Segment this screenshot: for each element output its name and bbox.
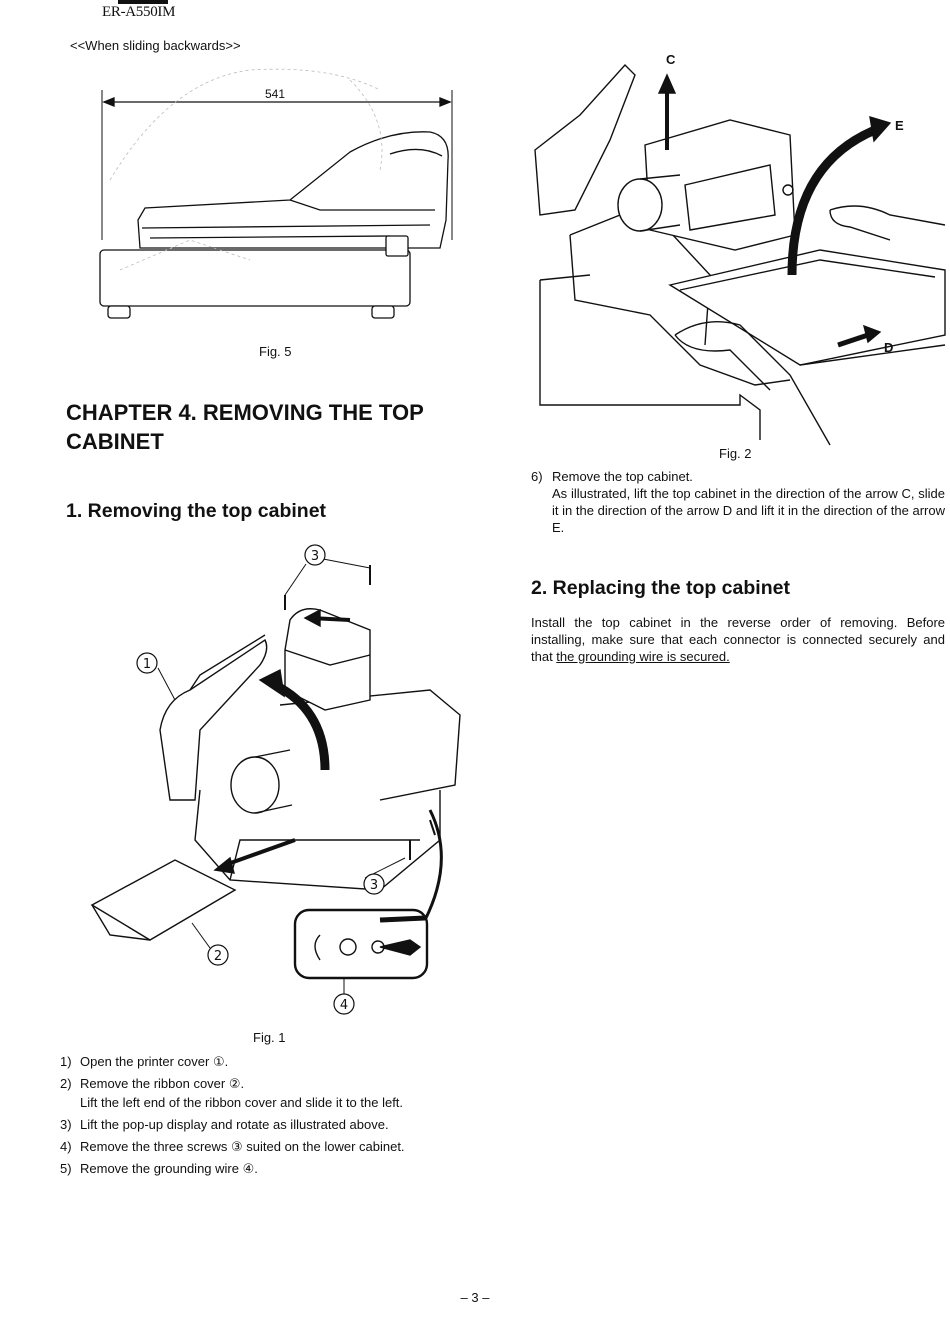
list-item — [60, 1052, 500, 1071]
step-text: Open the printer cover ①. — [80, 1054, 229, 1069]
fig5-caption: Fig. 5 — [259, 344, 292, 359]
step-text: Lift the pop-up display and rotate as illustrated above. — [80, 1117, 389, 1132]
step-number: 6) — [531, 469, 543, 484]
list-item — [60, 1137, 500, 1156]
step-text: Remove the grounding wire ④. — [80, 1161, 258, 1176]
fig1-callout-3-top: 3 — [310, 549, 320, 564]
fig5-dimension: 541 — [265, 87, 286, 101]
list-item — [60, 1115, 500, 1134]
step-number: 4) — [60, 1139, 72, 1154]
fig1-callout-1: 1 — [142, 657, 152, 672]
fig5-label: <<When sliding backwards>> — [70, 38, 241, 53]
section2-body — [531, 614, 945, 665]
list-item — [60, 1159, 500, 1178]
fig2-caption: Fig. 2 — [719, 446, 752, 461]
step-detail: Lift the left end of the ribbon cover and slide it to the left. — [80, 1095, 404, 1110]
fig1-callout-4: 4 — [339, 998, 349, 1013]
section2-text: Install the top cabinet in the reverse order of removing. Before installing, make sure that each connector is connected securely and that — [531, 615, 945, 664]
step-text: Remove the top cabinet. — [552, 469, 693, 484]
fig1-callout-3-bottom: 3 — [369, 878, 379, 893]
list-item — [60, 1074, 500, 1112]
step-6 — [531, 468, 945, 536]
step-number: 1) — [60, 1054, 72, 1069]
step-text: Remove the three screws ③ suited on the lower cabinet. — [80, 1139, 405, 1154]
step-number: 5) — [60, 1161, 72, 1176]
model-number: ER-A550IM — [102, 4, 176, 20]
fig2-arrow-d: D — [884, 340, 894, 355]
fig1-caption: Fig. 1 — [253, 1030, 286, 1045]
step-detail: As illustrated, lift the top cabinet in the direction of the arrow C, slide it in the direction of the arrow D and lift it in the direction of the arrow E. — [552, 486, 945, 535]
removal-steps — [60, 1052, 500, 1181]
page-number: – 3 – — [460, 1290, 490, 1305]
step-text: Remove the ribbon cover ②. — [80, 1076, 245, 1091]
fig2-arrow-c: C — [666, 52, 676, 67]
section2-text-underlined: the grounding wire is secured. — [556, 649, 730, 664]
fig2-illustration — [530, 45, 945, 445]
fig2-arrow-e: E — [895, 118, 904, 133]
chapter-title: CHAPTER 4. REMOVING THE TOP CABINET — [66, 400, 424, 454]
section1-title: 1. Removing the top cabinet — [66, 500, 327, 522]
section2-title: 2. Replacing the top cabinet — [531, 577, 790, 599]
fig1-illustration — [80, 540, 470, 1020]
fig1-callout-2: 2 — [213, 949, 223, 964]
step-number: 3) — [60, 1117, 72, 1132]
step-number: 2) — [60, 1076, 72, 1091]
